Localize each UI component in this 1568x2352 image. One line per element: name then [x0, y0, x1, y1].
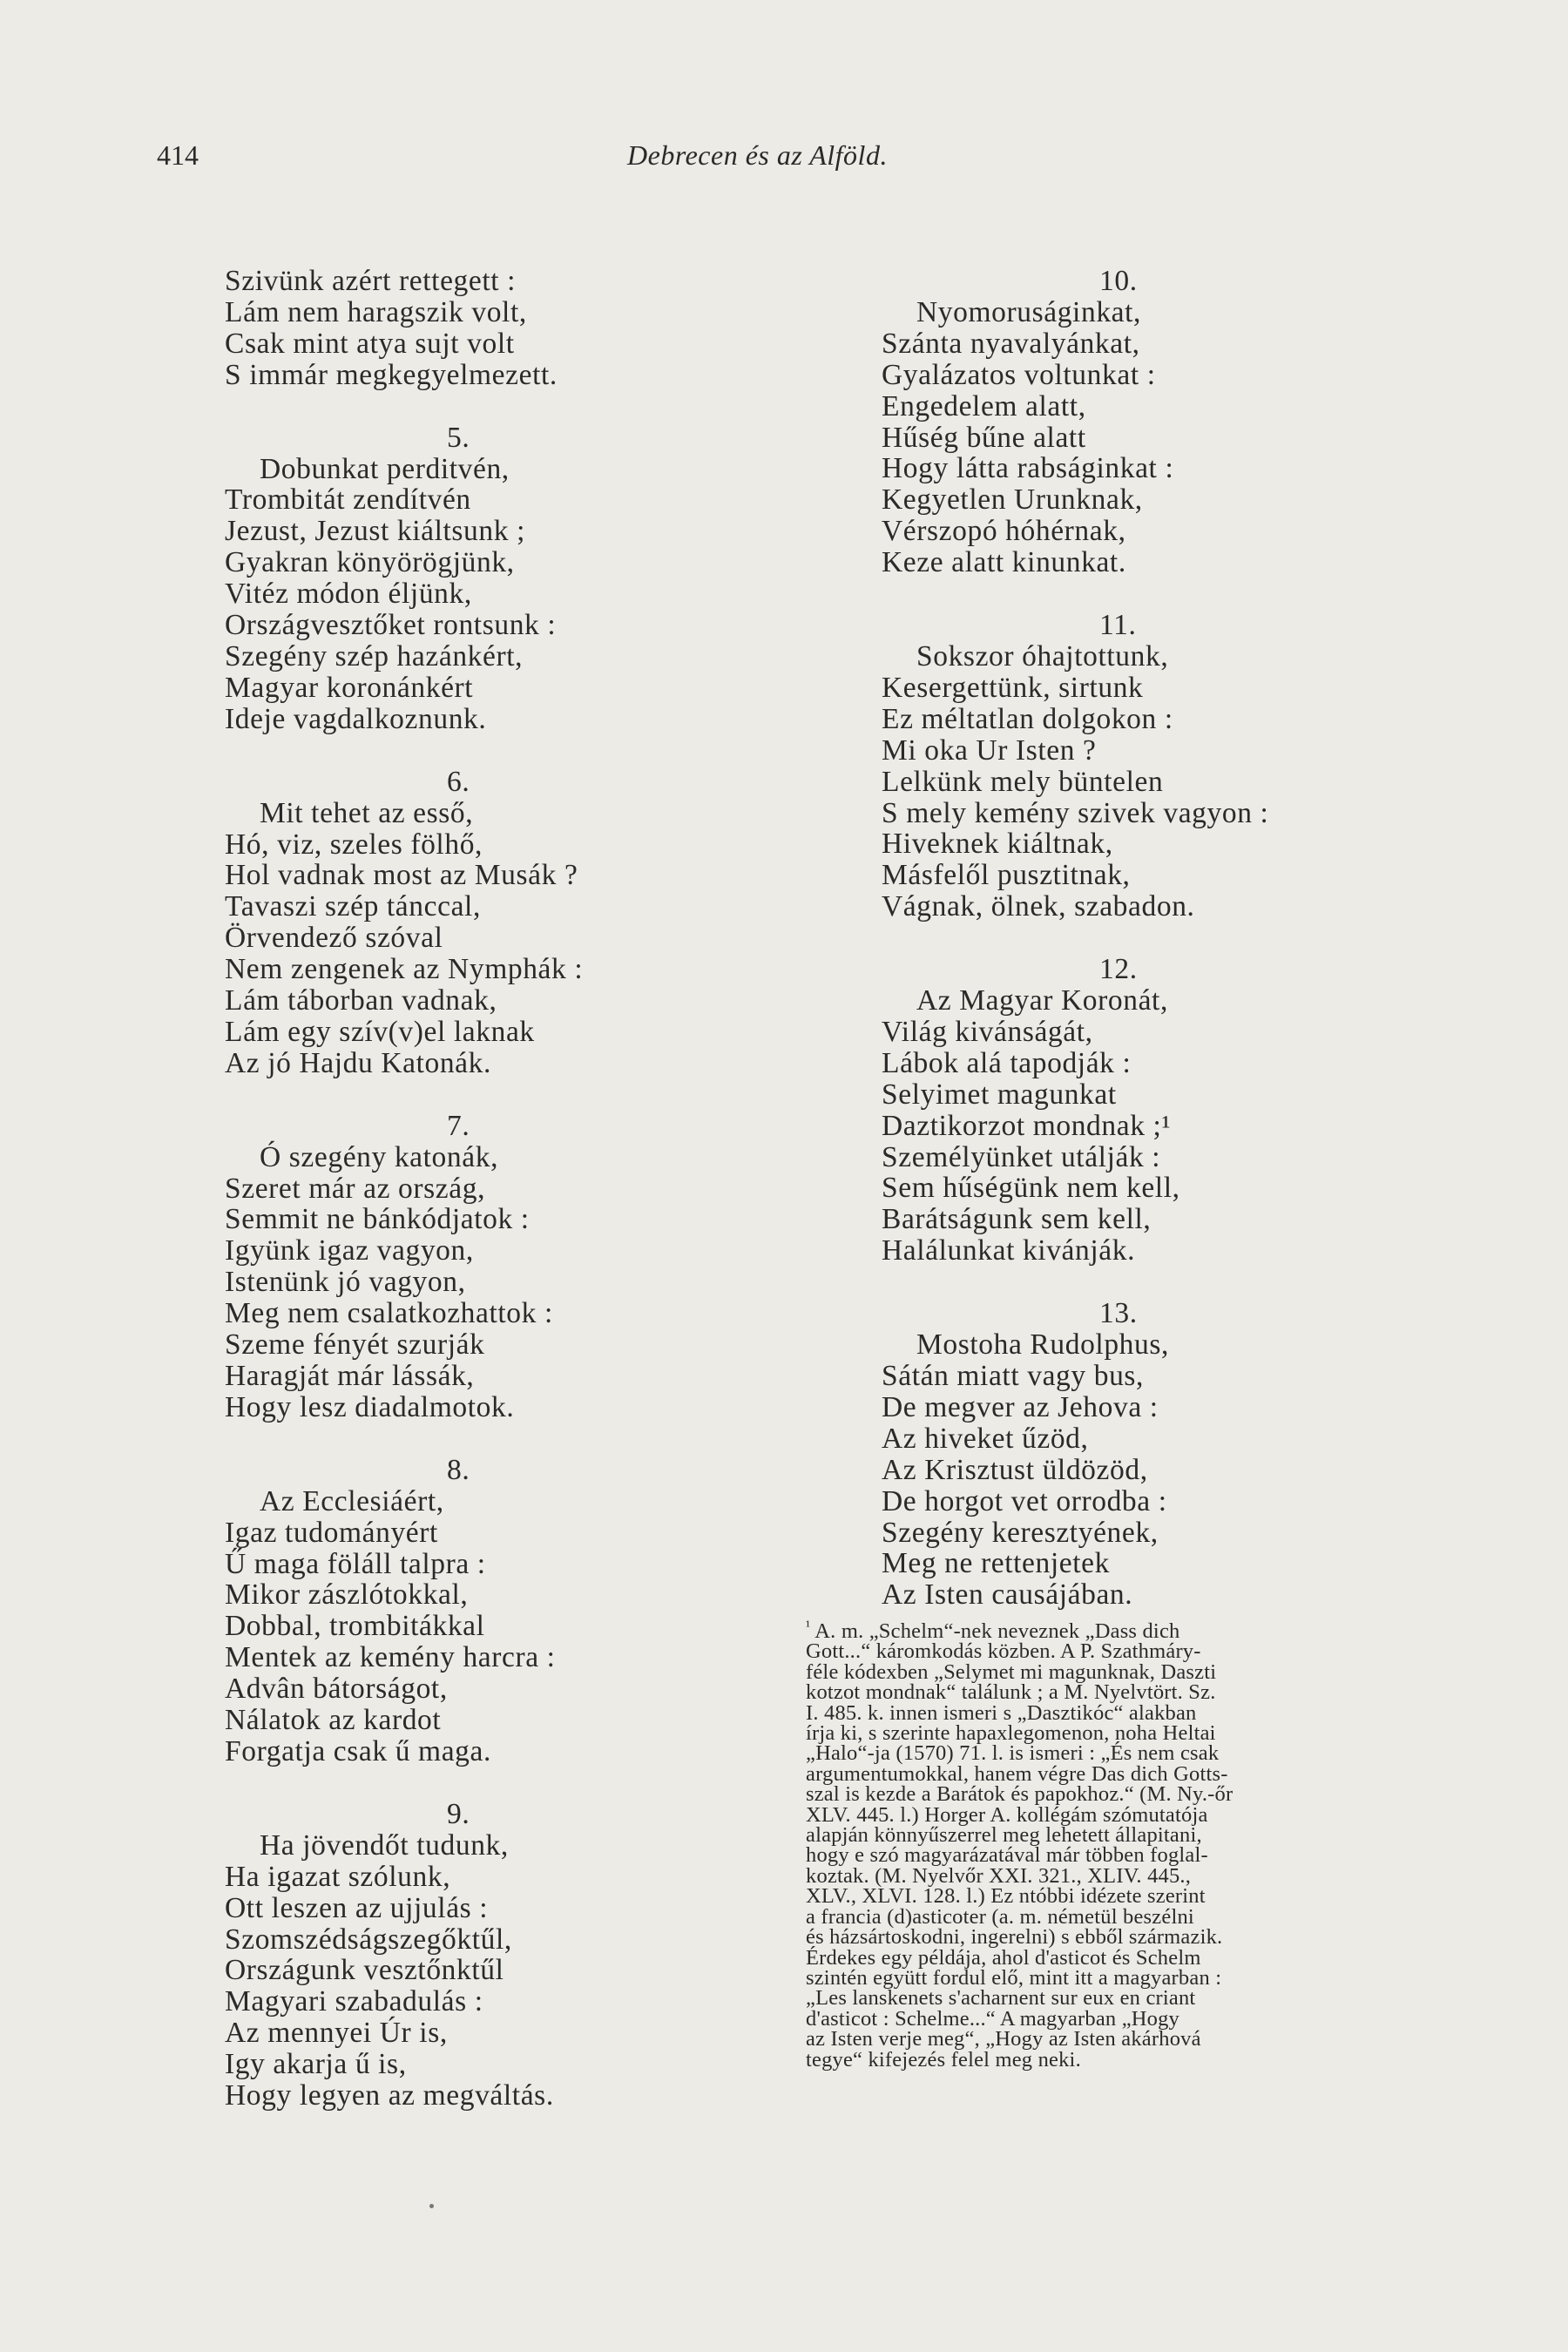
footnote-line	[806, 1904, 1416, 1929]
verse-line: Vérszopó hóhérnak,	[882, 515, 1126, 548]
footnote-text: alapján könnyűszerrel meg lehetett állapitani,	[806, 1823, 1202, 1848]
footnote-marker: ¹	[806, 1618, 811, 1634]
verse-line: Vágnak, ölnek, szabadon.	[882, 890, 1195, 923]
footnote	[806, 1616, 1416, 2070]
verse-line: Gyalázatos voltunkat :	[882, 358, 1156, 391]
verse-line: Szeme fényét szurják	[225, 1328, 485, 1362]
verse-line: Trombitát zendítvén	[225, 483, 471, 517]
verse-line: Semmit ne bánkódjatok :	[225, 1203, 530, 1236]
footnote-line	[806, 1700, 1416, 1725]
verse-line: Lám egy szív(v)el laknak	[225, 1015, 535, 1048]
verse-line: Ott leszen az ujjulás :	[225, 1891, 489, 1924]
paper-speck	[429, 2204, 434, 2208]
verse-line: Vitéz módon éljünk,	[225, 578, 472, 611]
stanza-number: 8.	[447, 1453, 470, 1486]
verse-line: Hol vadnak most az Musák ?	[225, 859, 578, 892]
right-column	[882, 266, 1404, 1611]
page-header	[157, 139, 1315, 183]
footnote-line	[806, 2047, 1416, 2072]
verse-line: Dobunkat perditvén,	[260, 452, 510, 485]
footnote-text: írja ki, s szerinte hapaxlegomenon, noha Heltai	[806, 1721, 1216, 1746]
verse-line: Hogy látta rabságinkat :	[882, 452, 1174, 485]
verse-line: Mi oka Ur Isten ?	[882, 733, 1097, 767]
footnote-line	[806, 1986, 1416, 2011]
stanza	[225, 1486, 747, 1767]
footnote-text: kotzot mondnak“ találunk ; a M. Nyelvtört. Sz.	[806, 1680, 1216, 1705]
verse-line: De horgot vet orrodba :	[882, 1484, 1167, 1517]
verse-line: Tavaszi szép tánccal,	[225, 890, 481, 923]
stanza-number: 5.	[447, 421, 470, 454]
verse-line: Szánta nyavalyánkat,	[882, 327, 1140, 360]
verse-line: Ideje vagdalkoznunk.	[225, 702, 487, 735]
verse-line: Meg ne rettenjetek	[882, 1547, 1110, 1580]
verse-line: Mostoha Rudolphus,	[916, 1328, 1169, 1362]
footnote-text: XLV., XLVI. 128. l.) Ez ntóbbi idézete szerint	[806, 1884, 1206, 1909]
footnote-text: „Les lanskenets s'acharnent sur eux en criant	[806, 1986, 1196, 2011]
verse-line: Az Krisztust üldözöd,	[882, 1453, 1148, 1486]
verse-line: Magyari szabadulás :	[225, 1985, 483, 2018]
verse-line: Gyakran könyörögjünk,	[225, 546, 515, 579]
verse-line: Hogy legyen az megváltás.	[225, 2079, 554, 2112]
verse-line: Szeret már az ország,	[225, 1172, 486, 1205]
verse-line: Kegyetlen Urunknak,	[882, 483, 1143, 517]
stanza	[225, 1142, 747, 1423]
verse-line: S mely kemény szivek vagyon :	[882, 796, 1269, 829]
verse-line: Örvendező szóval	[225, 922, 443, 955]
footnote-line	[806, 1639, 1416, 1664]
footnote-line	[806, 1680, 1416, 1705]
footnote-line	[806, 1843, 1416, 1868]
stanza-number: 12.	[1099, 953, 1138, 986]
footnote-text: tegye“ kifejezés felel meg neki.	[806, 2047, 1081, 2072]
stanza	[225, 1830, 747, 2112]
stanza-number: 9.	[447, 1797, 470, 1830]
stanza	[882, 641, 1404, 923]
verse-line: Az Magyar Koronát,	[916, 984, 1168, 1017]
footnote-text: a francia (d)asticoter (a. m. németül beszélni	[806, 1904, 1194, 1929]
footnote-text: I. 485. k. innen ismeri s „Dasztikóc“ alakban	[806, 1700, 1197, 1725]
verse-line: Szegény keresztyének,	[882, 1516, 1159, 1549]
verse-line: Ez méltatlan dolgokon :	[882, 702, 1173, 735]
footnote-line	[806, 2006, 1416, 2031]
footnote-line	[806, 1925, 1416, 1950]
stanza-number: 7.	[447, 1109, 470, 1142]
verse-line: Engedelem alatt,	[882, 389, 1086, 422]
verse-line: Istenünk jó vagyon,	[225, 1266, 466, 1299]
verse-line: Nálatok az kardot	[225, 1704, 442, 1737]
footnote-text: féle kódexben „Selymet mi magunknak, Daszti	[806, 1659, 1217, 1684]
stanza	[882, 1329, 1404, 1611]
footnote-line	[806, 1945, 1416, 1970]
stanza-number: 13.	[1099, 1297, 1138, 1330]
footnote-line	[806, 1741, 1416, 1766]
verse-line: Jezust, Jezust kiáltsunk ;	[225, 515, 525, 548]
footnote-text: szal is kezde a Barátok és papokhoz.“ (M. Ny.-őr	[806, 1782, 1233, 1807]
verse-line: Forgatja csak ű maga.	[225, 1734, 491, 1767]
verse-line: Sem hűségünk nem kell,	[882, 1172, 1180, 1205]
footnote-line	[806, 1782, 1416, 1807]
verse-line: Hogy lesz diadalmotok.	[225, 1390, 515, 1423]
verse-line: Hiveknek kiáltnak,	[882, 828, 1113, 861]
footnote-text: az Isten verje meg“, „Hogy az Isten akárhová	[806, 2027, 1201, 2051]
footnote-text: hogy e szó magyarázatával már többen foglal-	[806, 1843, 1208, 1868]
verse-line: Országunk vesztőnktűl	[225, 1954, 504, 1987]
verse-line: Országvesztőket rontsunk :	[225, 609, 557, 642]
verse-line: Szivünk azért rettegett :	[225, 265, 517, 297]
verse-line: Szegény szép hazánkért,	[225, 639, 524, 672]
verse-line: Lelkünk mely büntelen	[882, 765, 1164, 798]
verse-line: Hűség bűne alatt	[882, 421, 1086, 454]
verse-line: S immár megkegyelmezett.	[225, 358, 558, 391]
verse-line: Lám nem haragszik volt,	[225, 295, 527, 328]
verse-line: Sátán miatt vagy bus,	[882, 1360, 1145, 1392]
footnote-line	[806, 1965, 1416, 1990]
footnote-line	[806, 1659, 1416, 1684]
stanza-number: 10.	[1099, 265, 1138, 297]
running-title: Debrecen és az Alföld.	[627, 139, 888, 171]
footnote-line	[806, 1823, 1416, 1848]
footnote-text: „Halo“-ja (1570) 71. l. is ismeri : „És nem csak	[806, 1741, 1220, 1766]
footnote-text: és házsártoskodni, ingerelni) s ebből származik.	[806, 1925, 1223, 1950]
verse-line: Ha jövendőt tudunk,	[260, 1828, 509, 1862]
footnote-text: szintén együtt fordul elő, mint itt a magyarban :	[806, 1965, 1222, 1990]
footnote-line	[806, 1802, 1416, 1827]
footnote-text: Gott...“ káromkodás közben. A P. Szathmáry-	[806, 1639, 1201, 1664]
verse-line: Sokszor óhajtottunk,	[916, 639, 1169, 672]
stanza-number: 11.	[1099, 609, 1137, 642]
verse-line: Mit tehet az esső,	[260, 796, 474, 829]
verse-line: Igyünk igaz vagyon,	[225, 1234, 474, 1267]
verse-line: Advân bátorságot,	[225, 1673, 448, 1706]
footnote-text: argumentumokkal, hanem végre Das dich Gotts-	[806, 1761, 1228, 1786]
footnote-line	[806, 1616, 1416, 1641]
verse-line: Az Ecclesiáért,	[260, 1484, 444, 1517]
footnote-text: XLV. 445. l.) Horger A. kollégám szómutatója	[806, 1802, 1208, 1827]
verse-line: Mikor zászlótokkal,	[225, 1578, 469, 1612]
verse-line: Halálunkat kivánják.	[882, 1234, 1136, 1267]
verse-line: Meg nem csalatkozhattok :	[225, 1297, 553, 1330]
footnote-text: koztak. (M. Nyelvőr XXI. 321., XLIV. 445.,	[806, 1863, 1192, 1888]
verse-line: Ha igazat szólunk,	[225, 1860, 451, 1893]
verse-line: Nyomoruságinkat,	[916, 295, 1142, 328]
verse-line: Lábok alá tapodják :	[882, 1046, 1132, 1079]
verse-line: Nem zengenek az Nymphák :	[225, 953, 584, 986]
footnote-line	[806, 1721, 1416, 1746]
stanza	[882, 297, 1404, 578]
left-column	[225, 266, 747, 2112]
verse-line: De megver az Jehova :	[882, 1390, 1159, 1423]
verse-line: Magyar koronánkért	[225, 671, 474, 704]
intro-stanza	[225, 266, 747, 391]
footnote-line	[806, 2029, 1416, 2049]
page-number: 414	[157, 139, 199, 171]
verse-line: Lám táborban vadnak,	[225, 984, 497, 1017]
verse-line: Az hiveket űzöd,	[882, 1422, 1089, 1455]
verse-line: Személyünket utálják :	[882, 1140, 1161, 1173]
verse-line: Dobbal, trombitákkal	[225, 1610, 485, 1643]
footnote-text: A. m. „Schelm“-nek neveznek „Dass dich	[814, 1619, 1180, 1643]
verse-line: Ó szegény katonák,	[260, 1140, 499, 1173]
verse-line: Világ kivánságát,	[882, 1015, 1093, 1048]
verse-line: Csak mint atya sujt volt	[225, 327, 515, 360]
verse-line: Selyimet magunkat	[882, 1078, 1117, 1111]
verse-line: Barátságunk sem kell,	[882, 1203, 1152, 1236]
verse-line: Az jó Hajdu Katonák.	[225, 1046, 491, 1079]
verse-line: Az mennyei Úr is,	[225, 2017, 448, 2050]
footnote-line	[806, 1761, 1416, 1786]
footnote-line	[806, 1863, 1416, 1888]
verse-line: Daztikorzot mondnak ;¹	[882, 1109, 1172, 1142]
footnote-text: d'asticot : Schelme...“ A magyarban „Hogy	[806, 2006, 1180, 2031]
verse-line: Ű maga föláll talpra :	[225, 1547, 486, 1580]
verse-line: Mentek az kemény harcra :	[225, 1641, 556, 1674]
verse-line: Az Isten causájában.	[882, 1578, 1133, 1612]
stanza	[225, 454, 747, 735]
verse-line: Másfelől pusztitnak,	[882, 859, 1131, 892]
verse-line: Haragját már lássák,	[225, 1360, 475, 1392]
verse-line: Kesergettünk, sirtunk	[882, 671, 1144, 704]
stanza	[225, 798, 747, 1079]
footnote-line	[806, 1884, 1416, 1909]
footnote-text: Érdekes egy példája, ahol d'asticot és Schelm	[806, 1945, 1201, 1970]
verse-line: Hó, viz, szeles fölhő,	[225, 828, 483, 861]
stanza-number: 6.	[447, 765, 470, 798]
verse-line: Igy akarja ű is,	[225, 2048, 407, 2081]
verse-line: Igaz tudományért	[225, 1516, 438, 1549]
stanza	[882, 985, 1404, 1267]
verse-line: Szomszédságszegőktűl,	[225, 1923, 512, 1956]
verse-line: Keze alatt kinunkat.	[882, 546, 1126, 579]
